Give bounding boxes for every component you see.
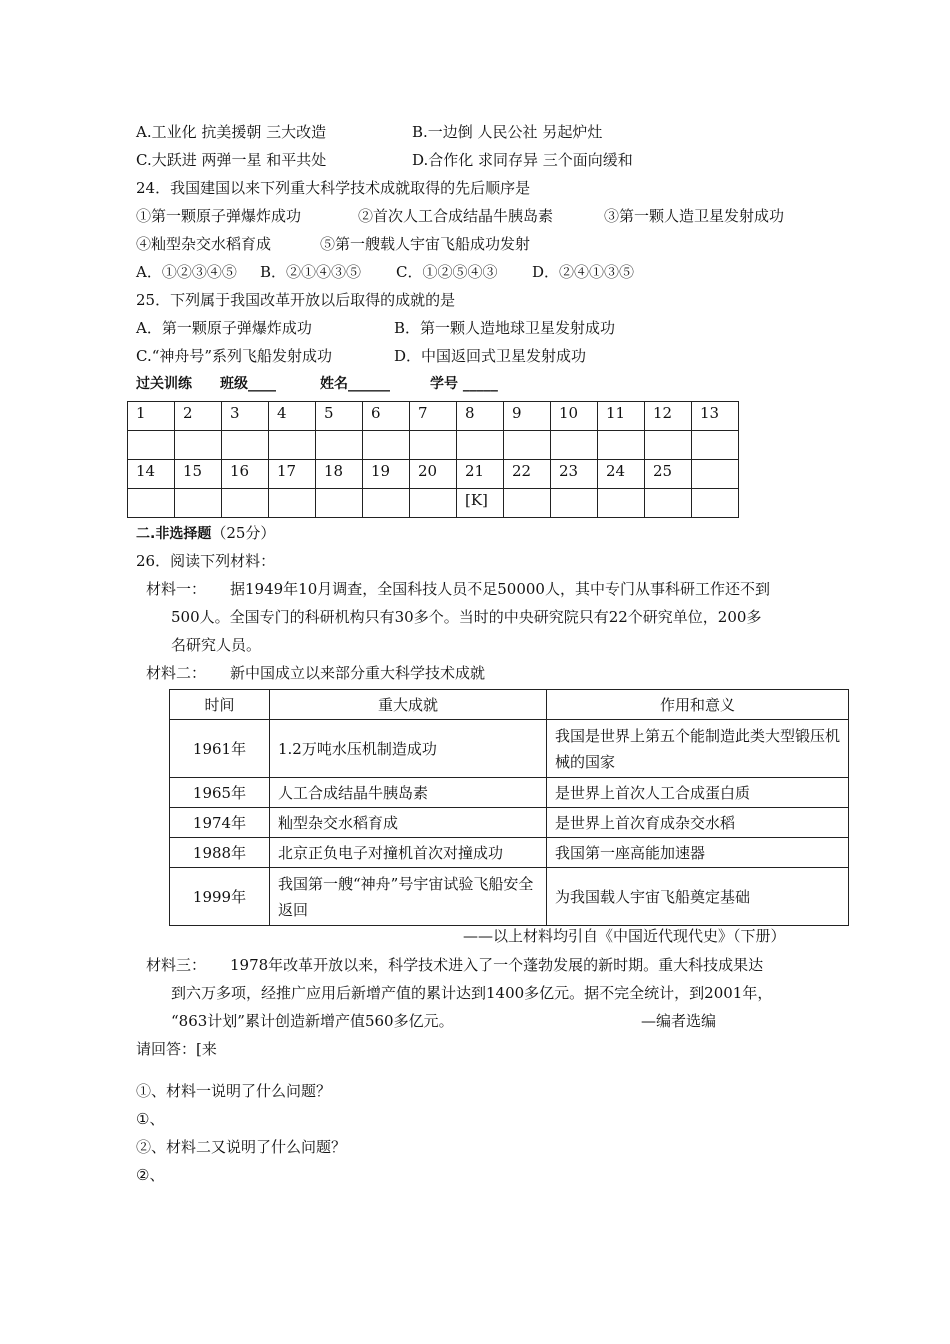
- q23-options-line2: [136, 150, 633, 170]
- material-2-label: 材料二：: [146, 664, 207, 682]
- q25-option-a: A．第一颗原子弹爆炸成功: [136, 319, 312, 337]
- row-year: 1988年: [170, 838, 270, 868]
- q24-options: [136, 262, 634, 282]
- grid-cell: 5: [316, 402, 363, 431]
- row-year: 1961年: [170, 720, 270, 778]
- row-meaning: 是世界上首次人工合成蛋白质: [547, 778, 849, 808]
- material-3-text: 1978年改革开放以来，科学技术进入了一个蓬勃发展的新时期。重大科技成果达: [230, 956, 764, 974]
- answer-cell[interactable]: [269, 489, 316, 518]
- q25-stem: 25．下列属于我国改革开放以后取得的成就的是: [136, 291, 456, 309]
- material-3-text-3: “863计划”累计创造新增产值560多亿元。: [171, 1012, 454, 1030]
- q24-option-a: A．①②③④⑤: [136, 263, 237, 281]
- q23-option-c: C.大跃进 两弹一星 和平共处: [136, 151, 327, 169]
- grid-cell: 6: [363, 402, 410, 431]
- grid-cell: 9: [504, 402, 551, 431]
- row-year: 1974年: [170, 808, 270, 838]
- answer-cell[interactable]: [457, 431, 504, 460]
- answer-cell[interactable]: [645, 431, 692, 460]
- grid-cell: 8: [457, 402, 504, 431]
- q23-option-d: D.合作化 求同存异 三个面向缓和: [412, 151, 633, 169]
- answer-cell[interactable]: [316, 431, 363, 460]
- grid-cell: 19: [363, 460, 410, 489]
- grid-answer-row: [128, 489, 739, 518]
- q24-stem: 24．我国建国以来下列重大科学技术成就取得的先后顺序是: [136, 179, 531, 197]
- material-3-line1: [146, 955, 763, 975]
- answer-cell[interactable]: [410, 489, 457, 518]
- section-2-title: 二.非选择题: [136, 526, 212, 542]
- q23-option-b: B.一边倒 人民公社 另起炉灶: [412, 123, 603, 141]
- answer-cell[interactable]: [692, 489, 739, 518]
- material-3-label: 材料三：: [146, 956, 207, 974]
- sub-question-1: ①、材料一说明了什么问题？: [136, 1082, 332, 1100]
- answer-cell[interactable]: [551, 489, 598, 518]
- answer-cell[interactable]: [410, 431, 457, 460]
- practice-title: 过关训练: [136, 376, 192, 392]
- grid-cell: 16: [222, 460, 269, 489]
- grid-cell: 14: [128, 460, 175, 489]
- header-meaning: 作用和意义: [547, 690, 849, 720]
- row-meaning: 为我国载人宇宙飞船奠定基础: [547, 868, 849, 926]
- grid-cell: 25: [645, 460, 692, 489]
- grid-cell: 18: [316, 460, 363, 489]
- material-3-source: —编者选编: [641, 1012, 717, 1030]
- answer-cell[interactable]: [175, 431, 222, 460]
- row-achievement: 籼型杂交水稻育成: [270, 808, 547, 838]
- answer-cell[interactable]: [504, 489, 551, 518]
- grid-cell: 7: [410, 402, 457, 431]
- grid-cell: 1: [128, 402, 175, 431]
- answer-grid: [127, 401, 739, 518]
- answer-cell[interactable]: [222, 431, 269, 460]
- material-1-line2: 500人。全国专门的科研机构只有30多个。当时的中央研究院只有22个研究单位，200多: [171, 608, 762, 626]
- grid-cell: 20: [410, 460, 457, 489]
- material-1-line3: 名研究人员。: [171, 636, 262, 654]
- answer-cell[interactable]: [175, 489, 222, 518]
- answer-cell[interactable]: [K]: [457, 489, 504, 518]
- q26-stem: 26．阅读下列材料：: [136, 552, 276, 570]
- q24-item-2: ②首次人工合成结晶牛胰岛素: [358, 207, 554, 225]
- row-achievement: 人工合成结晶牛胰岛素: [270, 778, 547, 808]
- q24-items-line2: [136, 234, 530, 254]
- grid-cell: 23: [551, 460, 598, 489]
- answer-cell[interactable]: [222, 489, 269, 518]
- material-2-title: 新中国成立以来部分重大科学技术成就: [230, 664, 486, 682]
- row-achievement: 我国第一艘“神舟”号宇宙试验飞船安全返回: [270, 868, 547, 926]
- material-3-line2: 到六万多项，经推广应用后新增产值的累计达到1400多亿元。据不完全统计，到2001年，: [171, 984, 773, 1002]
- answer-cell[interactable]: [551, 431, 598, 460]
- sub-answer-1[interactable]: ①、: [136, 1110, 165, 1128]
- answer-cell[interactable]: [598, 431, 645, 460]
- q23-option-a: A.工业化 抗美援朝 三大改造: [136, 123, 327, 141]
- answer-cell[interactable]: [128, 431, 175, 460]
- grid-cell: 3: [222, 402, 269, 431]
- header-achievement: 重大成就: [270, 690, 547, 720]
- answer-cell[interactable]: [128, 489, 175, 518]
- answer-cell[interactable]: [363, 489, 410, 518]
- q25-option-c: C.“神舟号”系列飞船发射成功: [136, 347, 333, 365]
- grid-cell: 22: [504, 460, 551, 489]
- grid-number-row: [128, 402, 739, 431]
- grid-cell: 15: [175, 460, 222, 489]
- row-achievement: 1.2万吨水压机制造成功: [270, 720, 547, 778]
- material-3-line3: [171, 1011, 716, 1031]
- table-row: [170, 838, 849, 868]
- name-field: 姓名______: [320, 376, 390, 392]
- row-meaning: 我国是世界上第五个能制造此类大型锻压机械的国家: [547, 720, 849, 778]
- section-2-heading: [136, 523, 275, 544]
- q24-option-d: D．②④①③⑤: [532, 263, 635, 281]
- table-header-row: [170, 690, 849, 720]
- grid-answer-row: [128, 431, 739, 460]
- table-row: [170, 868, 849, 926]
- q24-item-1: ①第一颗原子弹爆炸成功: [136, 207, 302, 225]
- grid-cell: [692, 460, 739, 489]
- material-1-line1: [146, 579, 770, 599]
- answer-cell[interactable]: [269, 431, 316, 460]
- material-1-text: 据1949年10月调查，全国科技人员不足50000人，其中专门从事科研工作还不到: [230, 580, 770, 598]
- answer-cell[interactable]: [363, 431, 410, 460]
- q24-option-c: C．①②⑤④③: [396, 263, 498, 281]
- table-source: ——以上材料均引自《中国近代现代史》（下册）: [463, 927, 786, 945]
- answer-cell[interactable]: [316, 489, 363, 518]
- q25-option-b: B．第一颗人造地球卫星发射成功: [394, 319, 616, 337]
- q25-options-line1: [136, 318, 615, 338]
- grid-cell: 21: [457, 460, 504, 489]
- answer-cell[interactable]: [692, 431, 739, 460]
- answer-cell[interactable]: [645, 489, 692, 518]
- row-meaning: 我国第一座高能加速器: [547, 838, 849, 868]
- practice-header: [136, 374, 498, 394]
- sub-answer-2[interactable]: ②、: [136, 1166, 165, 1184]
- grid-cell: 17: [269, 460, 316, 489]
- table-row: [170, 778, 849, 808]
- q24-item-5: ⑤第一艘载人宇宙飞船成功发射: [320, 235, 531, 253]
- sub-question-2: ②、材料二又说明了什么问题？: [136, 1138, 347, 1156]
- achievements-table: [169, 689, 849, 926]
- row-achievement: 北京正负电子对撞机首次对撞成功: [270, 838, 547, 868]
- grid-cell: 12: [645, 402, 692, 431]
- grid-cell: 4: [269, 402, 316, 431]
- grid-cell: 2: [175, 402, 222, 431]
- row-year: 1999年: [170, 868, 270, 926]
- material-2-line: [146, 663, 485, 683]
- student-id-field: 学号 _____: [430, 376, 498, 392]
- table-row: [170, 720, 849, 778]
- q24-items-line1: [136, 206, 784, 226]
- header-time: 时间: [170, 690, 270, 720]
- q25-option-d: D．中国返回式卫星发射成功: [394, 347, 587, 365]
- section-2-score: （25分）: [211, 524, 276, 542]
- class-field: 班级____: [220, 376, 276, 392]
- row-year: 1965年: [170, 778, 270, 808]
- q24-item-4: ④籼型杂交水稻育成: [136, 235, 272, 253]
- answer-cell[interactable]: [598, 489, 645, 518]
- q24-option-b: B．②①④③⑤: [260, 263, 362, 281]
- row-meaning: 是世界上首次育成杂交水稻: [547, 808, 849, 838]
- q23-options-line1: [136, 122, 602, 142]
- table-row: [170, 808, 849, 838]
- answer-prompt: 请回答：[来: [136, 1040, 217, 1058]
- grid-cell: 24: [598, 460, 645, 489]
- grid-cell: 11: [598, 402, 645, 431]
- material-1-label: 材料一：: [146, 580, 207, 598]
- answer-cell[interactable]: [504, 431, 551, 460]
- grid-cell: 10: [551, 402, 598, 431]
- grid-cell: 13: [692, 402, 739, 431]
- grid-number-row: [128, 460, 739, 489]
- q25-options-line2: [136, 346, 586, 366]
- q24-item-3: ③第一颗人造卫星发射成功: [604, 207, 785, 225]
